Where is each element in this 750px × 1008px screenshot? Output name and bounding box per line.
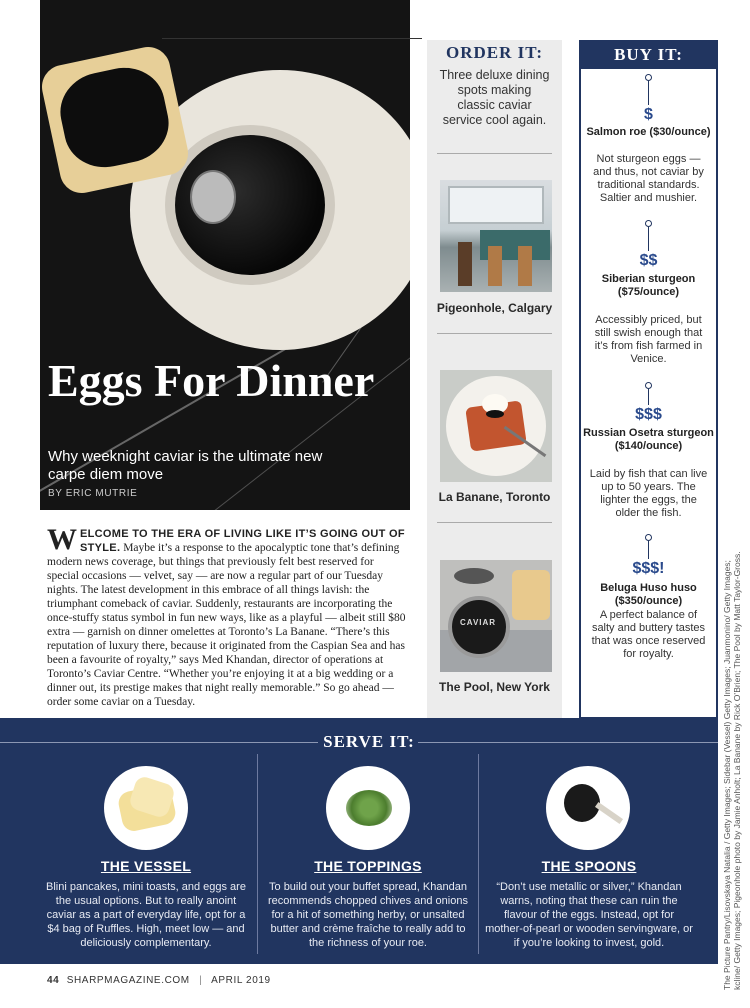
vessel-photo [104, 766, 188, 850]
roe-name: Salmon roe ($30/ounce) [586, 126, 711, 138]
price-tier: $$ [639, 252, 658, 269]
caviar-shape [486, 410, 504, 418]
order-it-intro: Three deluxe dining spots making classic caviar service cool again. [439, 68, 550, 127]
issue-date: APRIL 2019 [211, 975, 271, 986]
column-divider [257, 754, 258, 954]
price-tier: $ [644, 106, 653, 123]
roe-name: Beluga Huso huso ($350/ounce) [600, 582, 697, 607]
serve-it-heading: SERVE IT: [323, 732, 415, 751]
timeline-line [648, 541, 649, 559]
column-divider [478, 754, 479, 954]
la-banane-photo [440, 370, 552, 482]
chives-shape [346, 790, 392, 826]
divider [437, 522, 552, 523]
timeline-dot [645, 74, 652, 81]
page-number: 44 [47, 975, 60, 986]
vessel-description: Blini pancakes, mini toasts, and eggs are the usual options. But to really anoint caviar as a part of everyday life, opt for a $4 bag of Ruffles. High, meet low — and deliciously complementary. [46, 881, 246, 949]
serve-it-section [0, 718, 718, 964]
toppings-description: To build out your buffet spread, Khandan recommends chopped chives and onions for a hit of something herby, or unsalted butter and crème fraîche to really add to the richness of your roe. [268, 881, 468, 949]
pigeonhole-photo [440, 180, 552, 292]
divider [437, 153, 552, 154]
the-pool-photo [440, 560, 552, 672]
tin-label: CAVIAR [460, 618, 497, 627]
spoons-photo [546, 766, 630, 850]
header-rule [162, 38, 422, 39]
spoon-handle-shape [595, 802, 623, 824]
roe-description: Not sturgeon eggs — and thus, not caviar by traditional standards. Saltier and mushier. [593, 153, 704, 204]
place-caption: Pigeonhole, Calgary [436, 301, 553, 315]
spoons-description: “Don’t use metallic or silver,” Khandan warns, noting that these can ruin the flavour of the eggs. Instead, opt for mother-of-pearl or wooden servingware, or if you’re looking to invest, gold. [485, 881, 693, 949]
price-tier: $$$! [632, 560, 665, 577]
buy-it-sidebar [579, 40, 718, 719]
timeline-dot [645, 220, 652, 227]
byline: BY ERIC MUTRIE [48, 488, 138, 499]
article-subtitle: Why weeknight caviar is the ultimate new carpe diem move [48, 448, 323, 483]
order-it-sidebar [427, 40, 562, 718]
timeline-line [648, 81, 649, 105]
timeline-line [648, 389, 649, 405]
footer-separator: | [199, 975, 203, 986]
dish-shape [454, 568, 494, 584]
toppings-title: THE TOPPINGS [314, 858, 422, 874]
stool-shape [488, 246, 502, 286]
place-caption: The Pool, New York [439, 680, 550, 694]
drop-cap: W [47, 523, 77, 556]
caviar-spoon-shape [564, 784, 600, 822]
timeline-line [648, 227, 649, 251]
photo-credits: The Picture Pantry/Lisovskaya Natalia / Getty Images; Sidebar (Vessel) Getty Images; Juanmonino/ Getty Images; kcline/ Getty Images; Pigeonhole photo by Jamie Anholt; La Banane by Rick O’Brien; The Pool by Matt Taylor-Gross. [722, 551, 742, 990]
caviar-tin-shape [448, 596, 510, 658]
roe-name: Russian Osetra sturgeon ($140/ounce) [583, 427, 714, 452]
hero-image [40, 0, 410, 510]
blini-shape [512, 570, 550, 620]
article-text: Maybe it’s a response to the apocalyptic tone that’s defining modern news coverage, but things that previously felt best reserved for special occasions — velvet, say — are now a regular part of our Tuesday nights. The latest development in this embrace of all things lavish: the triumphant comeback of caviar. Suddenly, restaurants are incorporating the once-stuffy status symbol in fun new ways, like as a playful — albeit still $80 extra — garnish on dinner omelettes at Toronto’s La Banane. “There’s this reputation of luxury there, because it originated from the Caspian Sea and has been a favourite of royalty,” says Med Khandan, director of operations at Toronto’s Caviar Centre. “Whether you’re enjoying it at a big wedding or a dinner out, its prestige makes that night really memorable.” So go ahead — order some caviar on a Tuesday. [47, 542, 406, 708]
roe-description: Accessibly priced, but still swish enough that it’s from fish farmed in Venice. [594, 314, 703, 365]
timeline-dot [645, 382, 652, 389]
stool-shape [518, 246, 532, 286]
price-tier: $$$ [635, 406, 662, 423]
timeline-dot [645, 534, 652, 541]
stool-shape [458, 242, 472, 286]
article-body [47, 523, 407, 709]
divider [437, 333, 552, 334]
vessel-title: THE VESSEL [100, 858, 192, 874]
article-title: Eggs For Dinner [48, 355, 375, 406]
roe-description: A perfect balance of salty and buttery tastes that was once reserved for royalty. [591, 609, 706, 660]
spoon-bowl-graphic [190, 170, 236, 224]
article-lead: ELCOME TO THE ERA OF LIVING LIKE IT’S GOING OUT OF STYLE. [80, 528, 405, 554]
window-shape [448, 186, 544, 224]
page-footer [47, 975, 271, 986]
buy-it-heading: BUY IT: [579, 40, 718, 69]
roe-name: Siberian sturgeon ($75/ounce) [601, 273, 696, 298]
order-it-heading: ORDER IT: [446, 43, 543, 62]
site-name: SHARPMAGAZINE.COM [66, 975, 190, 986]
roe-description: Laid by fish that can live up to 50 years. The lighter the eggs, the older the fish. [589, 468, 708, 519]
toppings-photo [326, 766, 410, 850]
spoons-title: THE SPOONS [541, 858, 637, 874]
place-caption: La Banane, Toronto [438, 490, 551, 504]
